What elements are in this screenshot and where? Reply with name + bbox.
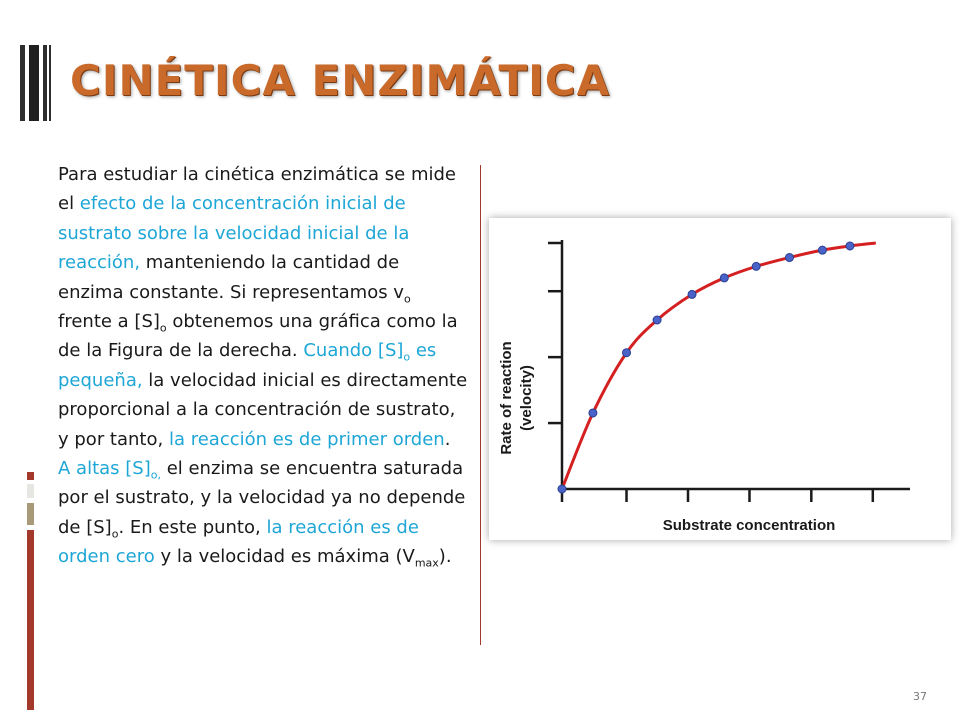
body-paragraph — [58, 160, 468, 572]
highlighted-text: A altas [S] — [58, 458, 151, 480]
side-accent-bar — [27, 484, 34, 498]
highlighted-text: es pequeña, — [58, 340, 437, 391]
paragraph-text: o — [111, 527, 119, 541]
data-point — [558, 485, 566, 493]
data-point — [818, 246, 826, 254]
highlighted-text: o — [403, 351, 411, 365]
paragraph-text: o — [159, 321, 167, 335]
title-decoration-bar — [43, 45, 47, 121]
data-point — [653, 316, 661, 324]
paragraph-text: manteniendo la cantidad de enzima constante. Si representamos v — [58, 252, 404, 303]
paragraph-text: ). — [438, 546, 452, 568]
highlighted-text: la reacción es de primer orden — [168, 428, 445, 450]
data-point — [589, 409, 597, 417]
y-axis-label: Rate of reaction — [498, 341, 515, 455]
paragraph-text: el enzima se encuentra saturada por el sustrato, y la velocidad ya no depende de [S] — [58, 458, 466, 538]
paragraph-text: y la velocidad es máxima (V — [154, 546, 415, 568]
reaction-rate-chart — [489, 218, 951, 540]
rate-curve — [562, 243, 876, 489]
highlighted-text: Cuando [S] — [303, 340, 404, 362]
paragraph-text: . — [444, 428, 451, 450]
data-point — [785, 254, 793, 262]
title-decoration-bar — [49, 45, 51, 121]
data-point — [623, 349, 631, 357]
y-axis-sublabel: (velocity) — [518, 365, 535, 431]
title-decoration-bar — [29, 45, 39, 121]
side-accent-bar — [27, 472, 34, 480]
paragraph-text: obtenemos una gráfica como la de la Figura de la derecha. — [58, 311, 458, 362]
highlighted-text: la reacción es de orden cero — [58, 516, 419, 568]
paragraph-text: max — [414, 556, 439, 570]
paragraph-text: o — [403, 292, 411, 306]
data-point — [752, 262, 760, 270]
highlighted-text: o, — [150, 468, 161, 482]
slide-number: 37 — [913, 690, 927, 703]
side-accent-bar — [27, 530, 34, 710]
column-divider — [480, 165, 481, 645]
paragraph-text: Para estudiar la cinética enzimática se mide el — [58, 164, 456, 215]
highlighted-text: efecto de la concentración inicial de sustrato sobre la velocidad inicial de la reacción, — [58, 193, 410, 274]
side-accent-bar — [27, 503, 34, 525]
paragraph-text: . En este punto, — [118, 516, 267, 538]
paragraph-text: frente a [S] — [58, 311, 160, 333]
data-point — [688, 290, 696, 298]
slide-title: CINÉTICA ENZIMÁTICA — [70, 56, 611, 105]
chart-figure — [489, 218, 951, 540]
data-point — [846, 242, 854, 250]
data-point — [720, 274, 728, 282]
paragraph-text: la velocidad inicial es directamente proporcional a la concentración de sustrato, y por tanto, — [58, 369, 468, 450]
title-decoration-bar — [20, 45, 25, 121]
x-axis-label: Substrate concentration — [662, 517, 836, 534]
